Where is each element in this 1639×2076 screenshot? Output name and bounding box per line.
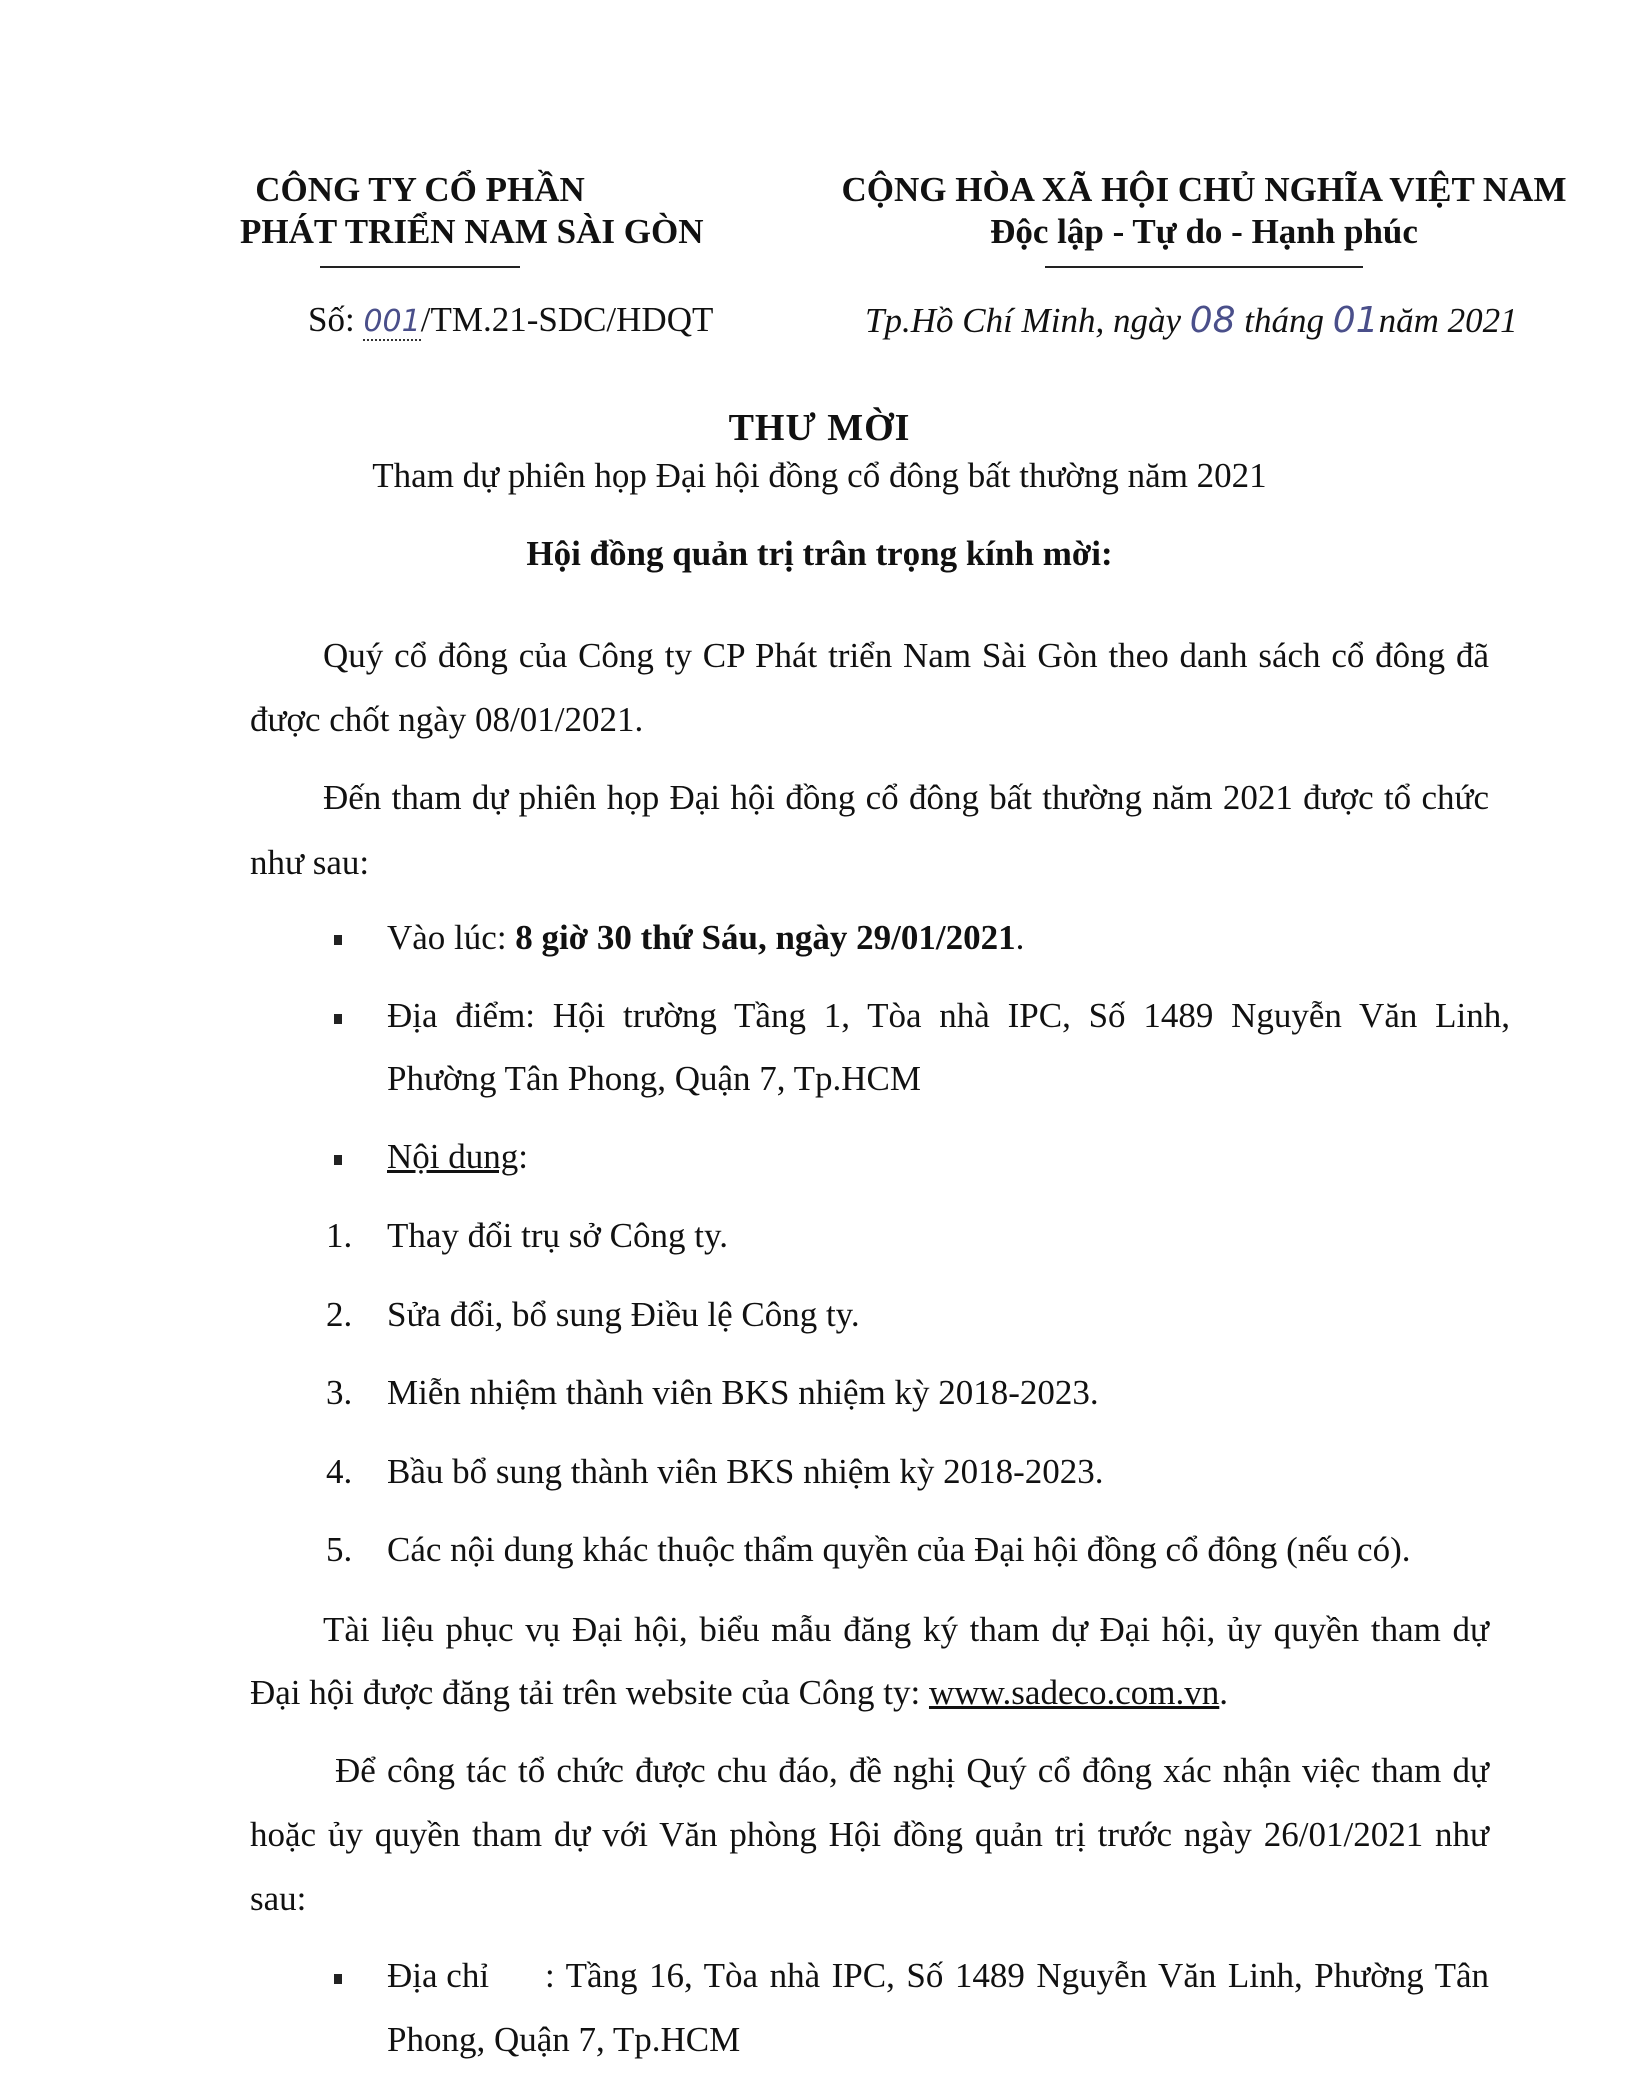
- agenda-item-number: 3.: [326, 1373, 353, 1412]
- company-name-line2: PHÁT TRIỂN NAM SÀI GÒN: [240, 212, 704, 251]
- address-label: Địa chỉ: [387, 1956, 490, 1995]
- bullet-icon: [334, 1155, 342, 1165]
- documents-line1: Tài liệu phục vụ Đại hội, biểu mẫu đăng ký tham dự Đại hội, ủy quyền tham dự: [323, 1610, 1489, 1649]
- paragraph-shareholders-line1: Quý cổ đông của Công ty CP Phát triển Nam Sài Gòn theo danh sách cổ đông đã: [323, 636, 1489, 675]
- date-year: năm 2021: [1378, 301, 1518, 340]
- meeting-time-value: 8 giờ 30 thứ Sáu, ngày 29/01/2021: [515, 918, 1016, 957]
- meeting-time-period: .: [1015, 918, 1025, 957]
- website-link[interactable]: www.sadeco.com.vn: [928, 1673, 1220, 1712]
- address-line1: : Tầng 16, Tòa nhà IPC, Số 1489 Nguyễn Văn Linh, Phường Tân: [545, 1956, 1489, 1995]
- invitation-line: Hội đồng quản trị trân trọng kính mời:: [526, 534, 1113, 573]
- document-number: [308, 300, 713, 340]
- meeting-time-label: Vào lúc:: [387, 918, 507, 957]
- paragraph-shareholders-line2: được chốt ngày 08/01/2021.: [250, 700, 644, 739]
- agenda-item-text: Miễn nhiệm thành viên BKS nhiệm kỳ 2018-2023.: [387, 1373, 1099, 1412]
- document-date: [865, 300, 1518, 341]
- documents-line2-period: .: [1219, 1673, 1229, 1712]
- agenda-item-number: 5.: [326, 1530, 353, 1569]
- agenda-heading-colon: :: [518, 1137, 528, 1176]
- agenda-item-number: 1.: [326, 1216, 353, 1255]
- letter-title: THƯ MỜI: [728, 407, 911, 449]
- confirmation-line1: Để công tác tổ chức được chu đáo, đề nghị Quý cổ đông xác nhận việc tham dự: [335, 1751, 1489, 1790]
- doc-number-suffix: /TM.21-SDC/HDQT: [420, 300, 714, 339]
- doc-number-handwritten: 001: [363, 304, 421, 339]
- agenda-item-number: 2.: [326, 1295, 353, 1334]
- motto-underline: [1045, 266, 1363, 268]
- doc-number-prefix: Số:: [308, 300, 355, 339]
- date-day-handwritten: 08: [1189, 300, 1236, 341]
- company-underline: [320, 266, 520, 268]
- company-name-line1: CÔNG TY CỔ PHẦN: [255, 170, 585, 209]
- meeting-place-line2: Phường Tân Phong, Quận 7, Tp.HCM: [387, 1059, 921, 1098]
- address-line2: Phong, Quận 7, Tp.HCM: [387, 2020, 741, 2059]
- nation-title: CỘNG HÒA XÃ HỘI CHỦ NGHĨA VIỆT NAM: [841, 170, 1567, 209]
- date-month-label: tháng: [1244, 301, 1325, 340]
- confirmation-line2: hoặc ủy quyền tham dự với Văn phòng Hội đồng quản trị trước ngày 26/01/2021 như: [250, 1815, 1489, 1854]
- bullet-icon: [334, 1014, 342, 1024]
- agenda-item-text: Sửa đổi, bổ sung Điều lệ Công ty.: [387, 1295, 860, 1334]
- bullet-icon: [334, 935, 342, 945]
- paragraph-meeting-line2: như sau:: [250, 843, 370, 882]
- date-month-handwritten: 01: [1332, 300, 1379, 341]
- meeting-time: [387, 918, 1024, 958]
- documents-line2: [250, 1673, 1228, 1713]
- nation-motto: Độc lập - Tự do - Hạnh phúc: [990, 212, 1418, 251]
- agenda-heading-label: Nội dung: [387, 1137, 519, 1176]
- agenda-heading: [387, 1137, 528, 1177]
- meeting-place-line1: Địa điểm: Hội trường Tầng 1, Tòa nhà IPC, Số 1489 Nguyễn Văn Linh,: [387, 996, 1510, 1035]
- agenda-item-number: 4.: [326, 1452, 353, 1491]
- letter-subtitle: Tham dự phiên họp Đại hội đồng cổ đông bất thường năm 2021: [372, 456, 1267, 495]
- bullet-icon: [334, 1974, 342, 1984]
- agenda-item-text: Thay đổi trụ sở Công ty.: [387, 1216, 728, 1255]
- confirmation-line3: sau:: [250, 1879, 307, 1918]
- date-prefix: Tp.Hồ Chí Minh, ngày: [865, 301, 1181, 340]
- agenda-item-text: Các nội dung khác thuộc thẩm quyền của Đại hội đồng cổ đông (nếu có).: [387, 1530, 1411, 1569]
- paragraph-meeting-line1: Đến tham dự phiên họp Đại hội đồng cổ đông bất thường năm 2021 được tổ chức: [323, 778, 1489, 817]
- documents-line2-text: Đại hội được đăng tải trên website của Công ty:: [250, 1673, 921, 1712]
- agenda-item-text: Bầu bổ sung thành viên BKS nhiệm kỳ 2018-2023.: [387, 1452, 1104, 1491]
